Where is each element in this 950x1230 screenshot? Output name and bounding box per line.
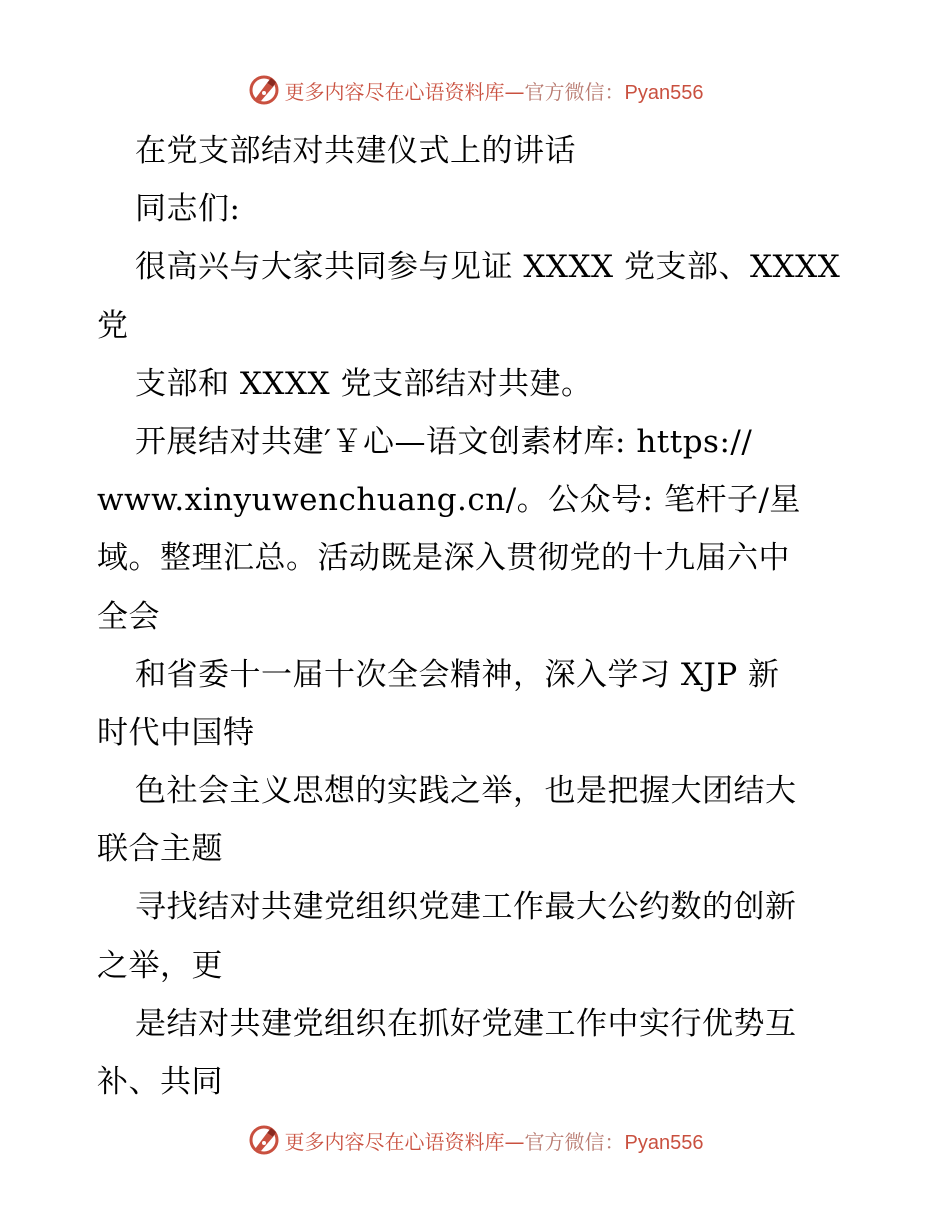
text-line: 时代中国特 <box>97 714 255 751</box>
text-line: 同志们: <box>135 191 241 228</box>
text-line: 域。整理汇总。活动既是深入贯彻党的十九届六中 <box>97 540 790 577</box>
banner-text <box>285 1126 704 1155</box>
banner-wechat-id: Pyan556 <box>624 1131 704 1154</box>
text-line: 支部和 XXXX 党支部结对共建。 <box>135 365 593 402</box>
banner-wechat-id: Pyan556 <box>624 81 704 104</box>
banner-dash: — <box>504 79 525 104</box>
banner-wechat-label: 官方微信： <box>524 1129 625 1154</box>
banner-main-text: 更多内容尽在心语资料库 <box>284 1129 505 1154</box>
text-line: 联合主题 <box>97 831 223 868</box>
text-line: 寻找结对共建党组织党建工作最大公约数的创新 <box>135 889 797 926</box>
text-line: www.xinyuwenchuang.cn/。公众号: 笔杆子/星 <box>97 482 801 519</box>
text-line: 和省委十一届十次全会精神，深入学习 XJP 新 <box>135 656 780 693</box>
document-body <box>97 122 857 1111</box>
text-line: 在党支部结对共建仪式上的讲话 <box>135 133 576 169</box>
pen-nib-circle-icon <box>247 1123 281 1157</box>
banner-main-text: 更多内容尽在心语资料库 <box>284 79 505 104</box>
text-line: 补、共同 <box>97 1064 223 1100</box>
banner-dash: — <box>504 1129 525 1154</box>
banner-wechat-label: 官方微信： <box>524 79 625 104</box>
text-line: 全会 <box>97 598 160 635</box>
text-line: 是结对共建党组织在抓好党建工作中实行优势互 <box>135 1005 797 1042</box>
pen-nib-circle-icon <box>247 73 281 107</box>
banner-text <box>285 76 704 105</box>
footer-banner <box>0 1120 950 1160</box>
text-line: 很高兴与大家共同参与见证 XXXX 党支部、XXXX <box>135 249 841 286</box>
text-line: 开展结对共建′￥心—语文创素材库: https:// <box>135 423 753 460</box>
text-line: 党 <box>97 307 129 344</box>
text-line: 之举，更 <box>97 947 223 984</box>
header-banner <box>0 70 950 110</box>
text-line: 色社会主义思想的实践之举，也是把握大团结大 <box>135 773 797 810</box>
